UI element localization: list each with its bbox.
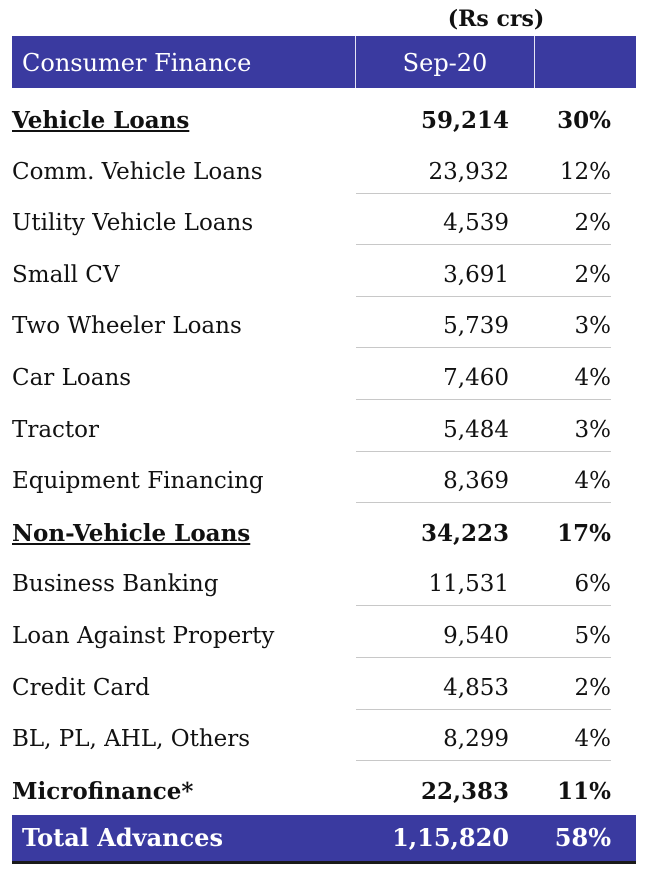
row-value: 22,383 [420,777,509,805]
row-percent: 2% [534,262,611,297]
total-value: 1,15,820 [392,823,509,852]
row-value: 11,531 [356,571,509,606]
row-rule [509,399,534,400]
unit-note: (Rs crs) [447,6,545,32]
group-row [12,512,636,564]
row-percent: 17% [557,519,611,547]
table-row [12,718,636,770]
row-percent: 30% [557,107,611,134]
header-divider [534,36,535,88]
row-percent: 4% [534,726,611,761]
row-rule [509,760,534,761]
row-percent: 11% [557,777,611,805]
row-percent: 2% [534,210,611,245]
table-row [12,563,636,615]
table-row [12,202,636,254]
table-row [12,409,636,461]
row-rule [509,244,534,245]
row-value: 8,369 [356,468,509,503]
row-value: 34,223 [420,519,509,547]
row-value: 4,539 [356,210,509,245]
row-label: Utility Vehicle Loans [12,210,254,237]
total-percent: 58% [554,823,611,852]
table-row [12,151,636,203]
row-rule [509,657,534,658]
table-body [12,99,636,821]
total-row [12,815,636,864]
row-percent: 4% [534,365,611,400]
row-rule [509,502,534,503]
row-value: 9,540 [356,623,509,658]
row-value: 5,484 [356,417,509,452]
row-label: Business Banking [12,571,219,598]
group-row [12,99,636,151]
header-col-category: Consumer Finance [22,49,252,77]
row-label: Tractor [12,416,100,443]
row-label: Small CV [12,261,120,288]
row-rule [509,709,534,710]
row-label: Equipment Financing [12,468,264,495]
table-row [12,254,636,306]
row-rule [509,451,534,452]
row-rule [509,193,534,194]
table-row [12,357,636,409]
row-percent: 12% [534,159,611,194]
header-col-period: Sep-20 [402,49,488,77]
row-label: Comm. Vehicle Loans [12,158,263,185]
table-row [12,615,636,667]
total-label: Total Advances [22,823,223,852]
row-value: 7,460 [356,365,509,400]
row-label: Vehicle Loans [12,107,190,134]
row-value: 8,299 [356,726,509,761]
row-rule [509,296,534,297]
row-rule [509,347,534,348]
row-percent: 5% [534,623,611,658]
row-value: 5,739 [356,313,509,348]
row-percent: 3% [534,313,611,348]
row-label: Microfinance* [12,777,194,805]
row-percent: 3% [534,417,611,452]
row-label: Non-Vehicle Loans [12,519,251,547]
row-rule [509,605,534,606]
table-row [12,305,636,357]
table-row [12,770,636,822]
row-value: 3,691 [356,262,509,297]
row-value: 4,853 [356,675,509,710]
table-row [12,667,636,719]
row-label: BL, PL, AHL, Others [12,726,251,753]
row-label: Car Loans [12,364,132,391]
table-row [12,460,636,512]
table-header [12,36,636,88]
row-value: 59,214 [420,107,509,134]
row-label: Credit Card [12,674,150,701]
row-percent: 2% [534,675,611,710]
row-percent: 6% [534,571,611,606]
row-label: Loan Against Property [12,622,275,649]
row-label: Two Wheeler Loans [12,313,242,340]
row-value: 23,932 [356,159,509,194]
row-percent: 4% [534,468,611,503]
